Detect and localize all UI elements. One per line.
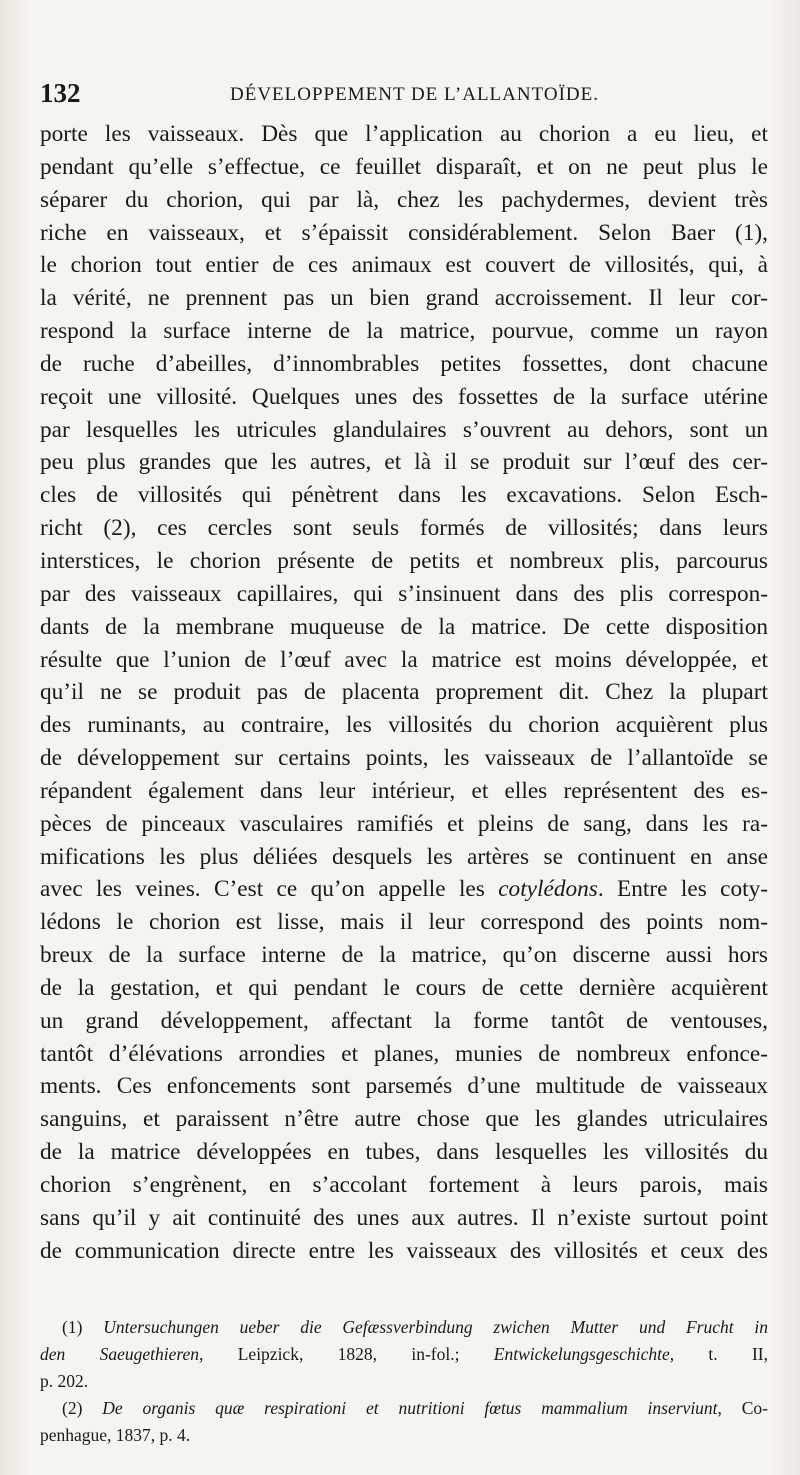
body-line: de ruche d’abeilles, d’innombrables petites fossettes, dont chacune [40, 350, 768, 377]
page-number: 132 [40, 78, 81, 108]
footnote-1-title-c: Entwickelungsgeschichte [493, 1344, 670, 1364]
body-line-cotyledons [40, 873, 768, 906]
text-segment: . Entre les coty- [597, 876, 768, 903]
body-line: lédons le chorion est lisse, mais il leur correspond des points nom- [40, 909, 768, 936]
body-line: un grand développement, affectant la forme tantôt de ventouses, [40, 1007, 768, 1034]
body-line: mifications les plus déliées desquels les artères se continuent en anse [40, 843, 768, 870]
body-line: de développement sur certains points, les vaisseaux de l’allantoïde se [40, 745, 768, 772]
italic-term-cotyledons: cotylédons [498, 876, 598, 903]
body-line: la vérité, ne prennent pas un bien grand accroissement. Il leur cor- [40, 285, 768, 312]
footnote-2-title: De organis quæ respirationi et nutritioni fœtus mammalium inserviunt [102, 1398, 718, 1418]
footnote-1-line-2 [40, 1341, 768, 1368]
body-line: peu plus grandes que les autres, et là il se produit sur l’œuf des cer- [40, 449, 768, 476]
body-line: sans qu’il y ait continuité des unes aux autres. Il n’existe surtout point [40, 1204, 768, 1231]
footnote-1-mid: , Leipzick, 1828, in-fol.; [199, 1344, 460, 1364]
body-text [40, 118, 768, 1268]
footnote-2-marker: (2) [62, 1398, 83, 1418]
body-line: interstices, le chorion présente de petits et nombreux plis, parcourus [40, 547, 768, 574]
footnote-1-page: p. 202. [40, 1371, 89, 1391]
body-line: de la matrice développées en tubes, dans lesquelles les villosités du [40, 1139, 768, 1166]
running-title: DÉVELOPPEMENT DE L’ALLANTOÏDE. [230, 84, 599, 105]
body-line: séparer du chorion, qui par là, chez les pachydermes, devient très [40, 186, 768, 213]
footnote-2-end: , Co- [717, 1398, 768, 1418]
body-line: cles de villosités qui pénètrent dans les excavations. Selon Esch- [40, 482, 768, 509]
footnote-1-end: , t. II, [669, 1344, 768, 1364]
body-line: tantôt d’élévations arrondies et planes, munies de nombreux enfonce- [40, 1040, 768, 1067]
body-line: richt (2), ces cercles sont seuls formés de villosités; dans leurs [40, 515, 768, 542]
body-line: de communication directe entre les vaisseaux des villosités et ceux des [40, 1237, 768, 1264]
text-segment: avec les veines. C’est ce qu’on appelle les [40, 876, 499, 903]
body-line: reçoit une villosité. Quelques unes des fossettes de la surface utérine [40, 383, 768, 410]
body-line: de la gestation, et qui pendant le cours de cette dernière acquièrent [40, 974, 768, 1001]
body-line: qu’il ne se produit pas de placenta proprement dit. Chez la plupart [40, 679, 768, 706]
footnotes [40, 1314, 768, 1449]
body-line: ments. Ces enfoncements sont parsemés d’une multitude de vaisseaux [40, 1073, 768, 1100]
footnote-1-title-b: den Saeugethieren [40, 1344, 200, 1364]
footnote-1-line-1 [40, 1314, 768, 1341]
body-line: riche en vaisseaux, et s’épaissit considérablement. Selon Baer (1), [40, 219, 768, 246]
body-line: des ruminants, au contraire, les villosités du chorion acquièrent plus [40, 712, 768, 739]
footnote-2-line-2 [40, 1422, 768, 1449]
footnote-2-tail: penhague, 1837, p. 4. [40, 1425, 191, 1445]
footnote-2-line-1 [40, 1395, 768, 1422]
body-line: par lesquelles les utricules glandulaires s’ouvrent au dehors, sont un [40, 416, 768, 443]
footnote-1-line-3 [40, 1368, 768, 1395]
body-line: le chorion tout entier de ces animaux est couvert de villosités, qui, à [40, 252, 768, 279]
body-line: résulte que l’union de l’œuf avec la matrice est moins développée, et [40, 646, 768, 673]
body-line: chorion s’engrènent, en s’accolant fortement à leurs parois, mais [40, 1172, 768, 1198]
body-line: dants de la membrane muqueuse de la matrice. De cette disposition [40, 613, 768, 640]
footnote-1-marker: (1) [62, 1317, 83, 1337]
body-line: sanguins, et paraissent n’être autre chose que les glandes utriculaires [40, 1106, 768, 1133]
body-line: respond la surface interne de la matrice, pourvue, comme un rayon [40, 318, 768, 345]
body-line: par des vaisseaux capillaires, qui s’insinuent dans des plis correspon- [40, 580, 768, 607]
page-header [40, 78, 768, 114]
body-line: répandent également dans leur intérieur, et elles représentent des es- [40, 777, 768, 804]
body-line: pendant qu’elle s’effectue, ce feuillet disparaît, et on ne peut plus le [40, 153, 768, 180]
footnote-1-title-a: Untersuchungen ueber die Gefæssverbindung zwichen Mutter und Frucht in [103, 1317, 768, 1337]
body-line: porte les vaisseaux. Dès que l’application au chorion a eu lieu, et [40, 121, 768, 147]
body-line: breux de la surface interne de la matrice, qu’on discerne aussi hors [40, 942, 768, 969]
body-line: pèces de pinceaux vasculaires ramifiés et pleins de sang, dans les ra- [40, 810, 768, 837]
